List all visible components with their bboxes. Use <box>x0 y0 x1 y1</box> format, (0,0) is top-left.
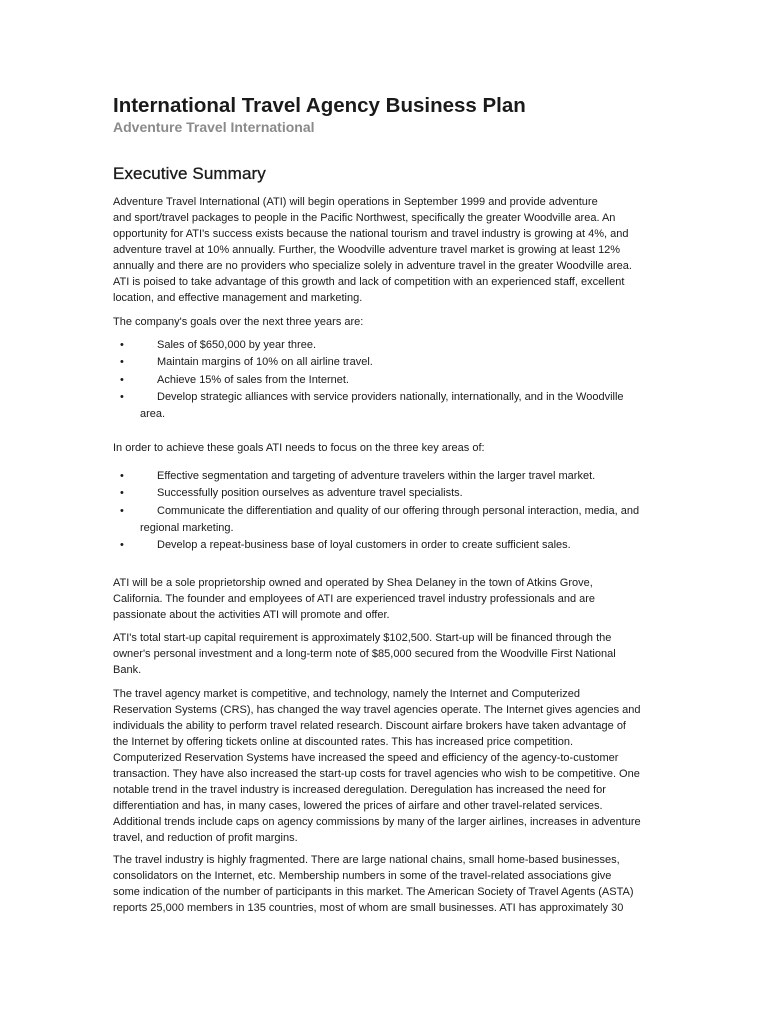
paragraph-intro <box>113 194 643 306</box>
list-item <box>113 337 643 354</box>
list-item <box>113 354 643 371</box>
paragraph-line: The travel industry is highly fragmented. There are large national chains, small home-based businesses, <box>113 854 620 866</box>
paragraph-line: notable trend in the travel industry is increased deregulation. Deregulation has increased the need for <box>113 784 606 796</box>
list-item <box>113 503 643 538</box>
list-item <box>113 468 643 485</box>
list-item-text: Develop a repeat-business base of loyal customers in order to create sufficient sales. <box>157 539 571 552</box>
list-item-text: Effective segmentation and targeting of adventure travelers within the larger travel market. <box>157 470 596 482</box>
list-item-continuation: regional marketing. <box>140 521 234 534</box>
paragraph-market <box>113 686 643 846</box>
paragraph-line: ATI will be a sole proprietorship owned and operated by Shea Delaney in the town of Atkins Grove, <box>113 577 593 589</box>
paragraph-line: Bank. <box>113 664 142 676</box>
paragraph-ownership <box>113 575 643 623</box>
paragraph-line: the Internet by offering tickets online at discounted rates. This has increased price competition. <box>113 736 574 748</box>
paragraph-line: location, and effective management and marketing. <box>113 292 363 304</box>
paragraph-industry <box>113 852 643 916</box>
list-item-continuation: area. <box>140 408 166 421</box>
paragraph-line: Additional trends include caps on agency commissions by many of the larger airlines, increases in adventure <box>113 816 641 828</box>
list-item <box>113 485 643 502</box>
list-item <box>113 537 643 554</box>
document-title: International Travel Agency Business Plan <box>113 94 526 117</box>
list-item-text: Successfully position ourselves as adventure travel specialists. <box>157 487 463 500</box>
focus-areas-list <box>113 468 643 554</box>
paragraph-line: reports 25,000 members in 135 countries, most of whom are small businesses. ATI has approximately 30 <box>113 902 624 914</box>
paragraph-line: and sport/travel packages to people in the Pacific Northwest, specifically the greater Woodville area. An <box>113 212 616 224</box>
paragraph-line: Reservation Systems (CRS), has changed the way travel agencies operate. The Internet gives agencies and <box>113 704 641 716</box>
paragraph-line: consolidators on the Internet, etc. Membership numbers in some of the travel-related associations give <box>113 870 612 882</box>
bullet-icon: • <box>120 390 124 403</box>
paragraph-line: ATI is poised to take advantage of this growth and lack of competition with an experienced staff, excellent <box>113 276 625 288</box>
paragraph-line: The travel agency market is competitive, and technology, namely the Internet and Computerized <box>113 688 580 700</box>
paragraph-line: owner's personal investment and a long-term note of $85,000 secured from the Woodville First National <box>113 648 616 660</box>
paragraph-line: individuals the ability to perform travel related research. Discount airfare brokers have taken advantage of <box>113 720 626 732</box>
list-item-text: Develop strategic alliances with service providers nationally, internationally, and in the Woodville <box>157 390 624 403</box>
paragraph-line: some indication of the number of participants in this market. The American Society of Travel Agents (ASTA) <box>113 886 634 898</box>
paragraph-line: ATI's total start-up capital requirement is approximately $102,500. Start-up will be financed through the <box>113 632 612 644</box>
paragraph-line: annually and there are no providers who specialize solely in adventure travel in the greater Woodville area. <box>113 260 632 272</box>
bullet-icon: • <box>120 487 124 500</box>
paragraph-line: In order to achieve these goals ATI needs to focus on the three key areas of: <box>113 442 485 454</box>
bullet-icon: • <box>120 339 124 351</box>
paragraph-line: Adventure Travel International (ATI) will begin operations in September 1999 and provide adventure <box>113 196 598 208</box>
bullet-icon: • <box>120 470 124 482</box>
document-page <box>113 94 643 914</box>
paragraph-line: transaction. They have also increased the start-up costs for travel agencies who wish to be competitive. One <box>113 768 640 780</box>
list-item-text: Achieve 15% of sales from the Internet. <box>157 373 349 386</box>
paragraph-line: travel, and reduction of profit margins. <box>113 832 298 844</box>
paragraph-line: opportunity for ATI's success exists because the national tourism and travel industry is growing at 4%, and <box>113 228 629 240</box>
list-item-text: Maintain margins of 10% on all airline travel. <box>157 356 373 369</box>
goals-list <box>113 337 643 423</box>
list-item-text: Communicate the differentiation and quality of our offering through personal interaction, media, and <box>157 504 640 517</box>
list-item <box>113 389 643 424</box>
bullet-icon: • <box>120 504 124 517</box>
paragraph-focus-intro <box>113 440 643 456</box>
paragraph-line: adventure travel at 10% annually. Further, the Woodville adventure travel market is growing at least 12% <box>113 244 621 256</box>
paragraph-line: The company's goals over the next three years are: <box>113 316 364 328</box>
paragraph-line: differentiation and has, in many cases, lowered the prices of airfare and other travel-related services. <box>113 800 603 812</box>
paragraph-line: passionate about the activities ATI will promote and offer. <box>113 609 390 621</box>
document-subtitle: Adventure Travel International <box>113 119 315 135</box>
paragraph-line: Computerized Reservation Systems have increased the speed and efficiency of the agency-to-customer <box>113 752 619 764</box>
bullet-icon: • <box>120 539 124 552</box>
list-item <box>113 372 643 389</box>
paragraph-goals-intro <box>113 314 643 330</box>
bullet-icon: • <box>120 356 124 369</box>
section-heading-executive-summary: Executive Summary <box>113 164 266 183</box>
paragraph-line: California. The founder and employees of ATI are experienced travel industry professionals and are <box>113 593 596 605</box>
bullet-icon: • <box>120 373 124 386</box>
paragraph-capital <box>113 630 643 678</box>
list-item-text: Sales of $650,000 by year three. <box>157 339 316 351</box>
